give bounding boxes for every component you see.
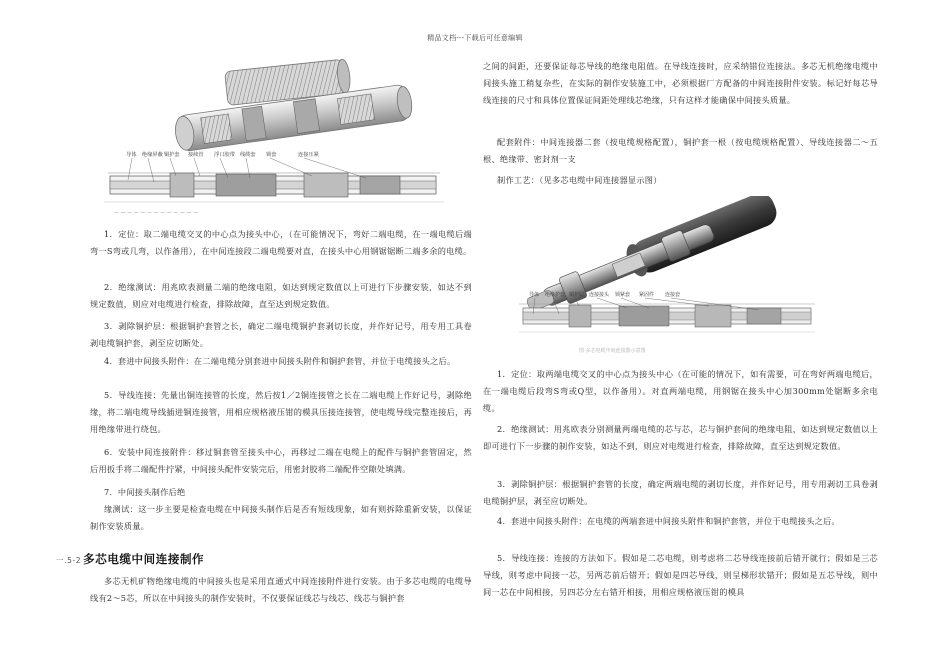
section-number: 一.5-2 (56, 556, 82, 565)
figure1-label: 接续管 (188, 152, 204, 158)
figure1-label: 锁套 (266, 152, 277, 158)
section-heading (56, 551, 204, 567)
accessories-paragraph: 配套附件：中间连接器二套（按电缆规格配置），铜护套一根（按电缆规格配置）、导线连接器二～五根、绝缘带、密封剂一支 (483, 137, 878, 165)
step-1-paragraph: 1．定位：取二端电缆交叉的中心点为接头中心，（在可能情况下，弯好二端电缆，在一端电缆后端弯一S弯或几弯，以作备用），在中间连接段二端电缆要对直，在接头中心用钢锯锯断二端多余的电缆。 (90, 229, 472, 257)
step-5-paragraph: 5．导线连接：先量出铜连接管的长度，然后按1／2铜连接管之长在二端电缆上作好记号，剥除绝缘，将二端电缆导线插进铜连接管，用相应规格液压钳的模具压接连接管，使电缆导线完整连接后，再用绝缘带进行绕包。 (90, 390, 472, 435)
figure2-caption: 图 多芯电缆中间连接器示意图 (579, 348, 646, 354)
continuation-paragraph: 之间的间距，还要保证每芯导线的绝缘电阻值。在导线连接时，应采纳错位连接法。多芯无机绝缘电缆中间接头施工稍复杂些，在实际的制作安装施工中，必须根据厂方配备的中间连接附件安装。标记好每芯导线连接的尺寸和具体位置保证间距处理线芯绝缘，只有这样才能确保中间接头质量。 (483, 61, 878, 106)
step-6-paragraph: 6．安装中间连接附件：移过铜套管至接头中心，再移过二端在电缆上的配件与铜护套管固定，然后用扳手将二端配件拧紧，中间接头配件安装完后，用密封胶将二端配件空隙处填满。 (90, 447, 472, 475)
figure1-label: 绝缘屏蔽 (142, 152, 163, 158)
step-7-paragraph: 缘测试：这一步主要是检查电缆在中间接头制作后是否有短线现象，如有则拆除重新安装，以保证制作安装质量。 (90, 504, 472, 532)
figure1-label: 导体 (126, 152, 137, 158)
page-header: 精品文档---下载后可任意编辑 (427, 34, 523, 42)
figure1-label: 铜护套 (164, 152, 180, 158)
figure2-label: 紧固件 (639, 292, 655, 298)
section-title: 多芯电缆中间连接制作 (83, 552, 205, 566)
multi-step-2-paragraph: 2．绝缘测试：用兆欧表分别测量两端电缆的芯与芯，芯与铜护套间的绝缘电阻，如达到规定数值以上即可进行下一步骤的制作安装，如达不到，则应对电缆进行检查，排除故障，直至达到规定数值。 (483, 424, 878, 452)
step-2-paragraph: 2．绝缘测试：用兆欧表测量二端的绝缘电阻，如达到规定数值以上可进行下步骤安装，如达不到规定数值，则应对电缆进行检查，排除故障，直至达到规定数值。 (90, 282, 472, 310)
figure2-label: 连接套 (665, 292, 681, 298)
step-7-heading: 7．中间接头制作后绝 (104, 487, 186, 497)
figure1-label: 浮口胶带 (214, 152, 235, 158)
figure1-label: 线缆套 (240, 152, 256, 158)
step-4-paragraph: 4．套进中间接头附件：在二端电缆分别套进中间接头附件和铜护套管，并位于电缆接头之后。 (104, 356, 456, 366)
single-core-joint-figure (104, 52, 444, 220)
multi-step-5-paragraph: 5．导线连接：连接的方法如下。假如是二芯电缆，则考虑将二芯导线连接前后错开就行；假如是三芯导线，则考虑中间接一芯，另两芯前后错开；假如是四芯导线，则呈梯形状错开；假如是五芯导线，则中间一芯在中间相接，另四芯分左右错开相接，用相应规格液压钳的模具 (483, 553, 878, 598)
section-intro-paragraph: 多芯无机矿物绝缘电缆的中间接头也是采用直通式中间连接附件进行安装。由于多芯电缆的电缆导线有2～5芯，所以在中间接头的制作安装时，不仅要保证线芯与线芯、线芯与铜护套 (90, 576, 472, 604)
figure2-label: 连接接头 (589, 292, 610, 298)
figure2-label: 导体 (529, 292, 540, 298)
multi-step-1-paragraph: 1．定位：取两端电缆交叉的中心点为接头中心（在可能的情况下，如有需要，可在弯好两端电缆后，在一端电缆后段弯S弯或Q型，以作备用）。对直两端电缆，用钢锯在接头中心加300mm处锯断多余电缆。 (483, 369, 878, 414)
process-paragraph: 制作工艺：（见多芯电缆中间连接器显示图） (497, 175, 662, 185)
figure2-label: 绝缘护套 (545, 292, 566, 298)
multi-step-3-paragraph: 3．剥除铜护层：根据铜护套管的长度，确定两端电缆的剥切长度，并作好记号，用专用剥切工具卷剥电缆铜护层，剥至应切断处。 (483, 479, 878, 507)
multi-core-joint-figure (519, 196, 819, 360)
figure1-label: 连接压紧 (298, 152, 319, 158)
figure2-label: 锁紧套 (615, 292, 631, 298)
step-3-paragraph: 3．剥除铜护层：根据铜护套管之长，确定二端电缆铜护套剥切长度，并作好记号，用专用工具卷剥电缆铜护套，剥至应切断处。 (90, 321, 472, 349)
figure2-label: 铜护层 (569, 292, 585, 298)
multi-step-4-paragraph: 4．套进中间接头附件：在电缆的两端套进中间接头附件和铜护套管，并位于电缆接头之后。 (497, 516, 840, 526)
svg-text:— — — — — — — — — — — — —: — — — — — — — — — — — — — (114, 210, 199, 216)
